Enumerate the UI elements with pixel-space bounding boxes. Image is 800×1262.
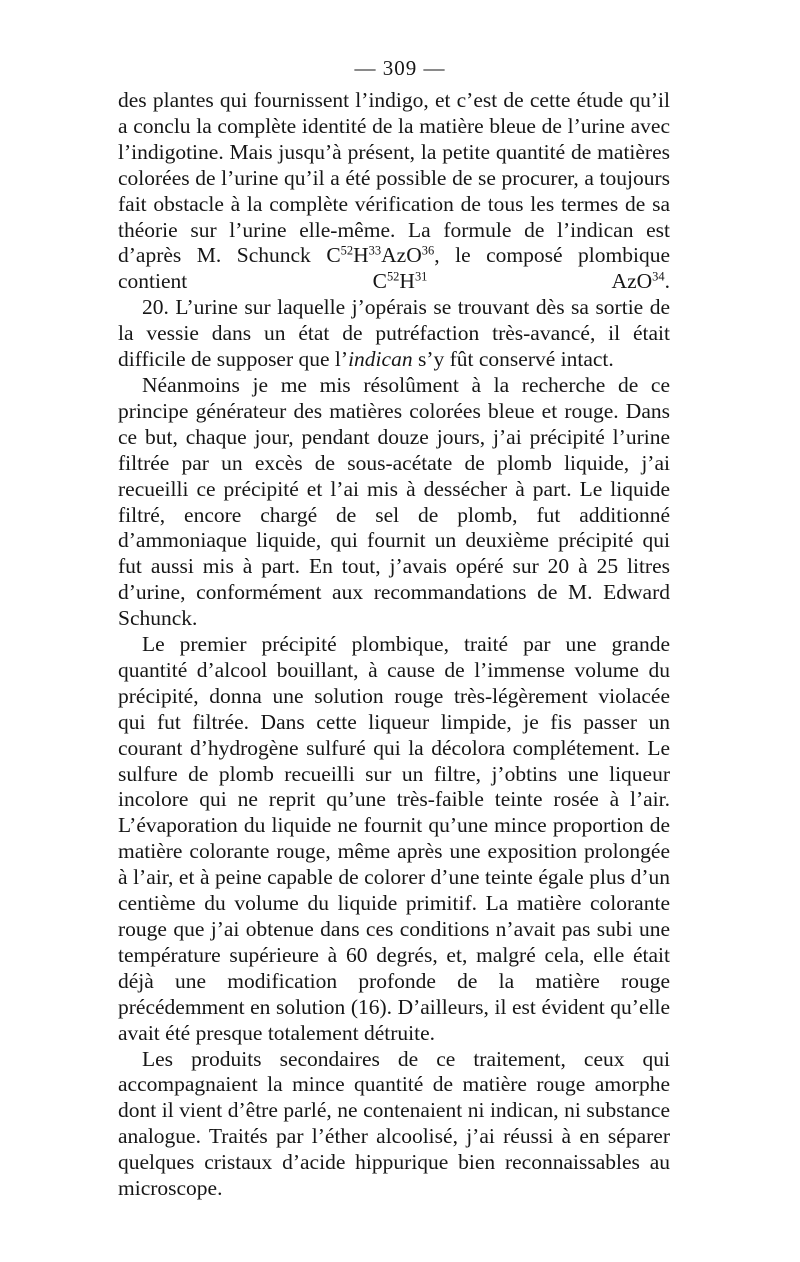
paragraph-secondary-products: Les produits secondaires de ce traitement, ceux qui accompagnaient la mince quantité de matière rouge amorphe dont il vient d’être parlé, ne contenaient ni indican, ni substance analogue. Traités par l’éther alcoolisé, j’ai réussi à en séparer quelques cristaux d’acide hippurique bien reconnaissables au microscope. [118,1046,670,1201]
para1-text: des plantes qui fournissent l’indigo, et c’est de cette étude qu’il a conclu la complète identité de la matière bleue de l’urine avec l’indigotine. Mais jusqu’à présent, la petite quantité de matières colorées de l’urine qu’il a été possible de se procurer, a toujours fait obstacle à la complète vérification de tous les termes de sa théorie sur l’urine elle-même. La formule de l’indican est d’après M. Schunck [118,88,670,268]
page-number: — 309 — [354,56,446,80]
body-text [118,88,670,1202]
italic-indican: indican [348,347,413,372]
paragraph-precipitation: Néanmoins je me mis résolûment à la recherche de ce principe générateur des matières colorées bleue et rouge. Dans ce but, chaque jour, pendant douze jours, j’ai précipité l’urine filtrée par un excès de sous-acétate de plomb liquide, j’ai recueilli ce précipité et l’ai mis à dessécher à part. Le liquide filtré, encore chargé de sel de plomb, fut additionné d’ammoniaque liquide, qui fournit un deuxième précipité qui fut aussi mis à part. En tout, j’avais opéré sur 20 à 25 litres d’urine, conformément aux recommandations de M. Edward Schunck. [118,372,670,631]
paragraph-continued: des plantes qui fournissent l’indigo, et c’est de cette étude qu’il a conclu la complète identité de la matière bleue de l’urine avec l’indigotine. Mais jusqu’à présent, la petite quantité de matières colorées de l’urine qu’il a été possible de se procurer, a toujours fait obstacle à la complète vérification de tous les termes de sa théorie sur l’urine elle-même. La formule de l’indican est d’après M. Schunck $C^{52}H^{33}AzO^{36}$, le composé plombique contient $C^{52}H^{31}$ AzO$^{34}$. [118,88,671,294]
formula-indican: $C^{52}H^{33}AzO^{36}$ [326,243,435,268]
formula-plombique: $C^{52}H^{31}$ AzO$^{34}$ [372,269,665,294]
para1-text-2: , le composé plombique contient [118,243,671,294]
paragraph-first-precipitate: Le premier précipité plombique, traité par une grande quantité d’alcool bouillant, à cause de l’immense volume du précipité, donna une solution rouge très-légèrement violacée qui fut filtrée. Dans cette liqueur limpide, je fis passer un courant d’hydrogène sulfuré qui la décolora complétement. Le sulfure de plomb recueilli sur un filtre, j’obtins une liqueur incolore qui ne reprit qu’une très-faible teinte rosée à l’air. L’évaporation du liquide ne fournit qu’une mince proportion de matière colorante rouge, même après une exposition prolongée à l’air, et à peine capable de colorer d’une teinte égale plus d’un centième du volume du liquide primitif. La matière colorante rouge que j’ai obtenue dans ces conditions n’avait pas subi une température supérieure à 60 degrés, et, malgré cela, elle était déjà une modification profonde de la matière rouge précédemment en solution (16). D’ailleurs, il est évident qu’elle avait été presque totalement détruite. [118,632,670,1045]
paragraph-20: 20. L’urine sur laquelle j’opérais se trouvant dès sa sortie de la vessie dans un état de putréfaction très-avancé, il était difficile de supposer que l’indican s’y fût conservé intact. [118,295,670,372]
